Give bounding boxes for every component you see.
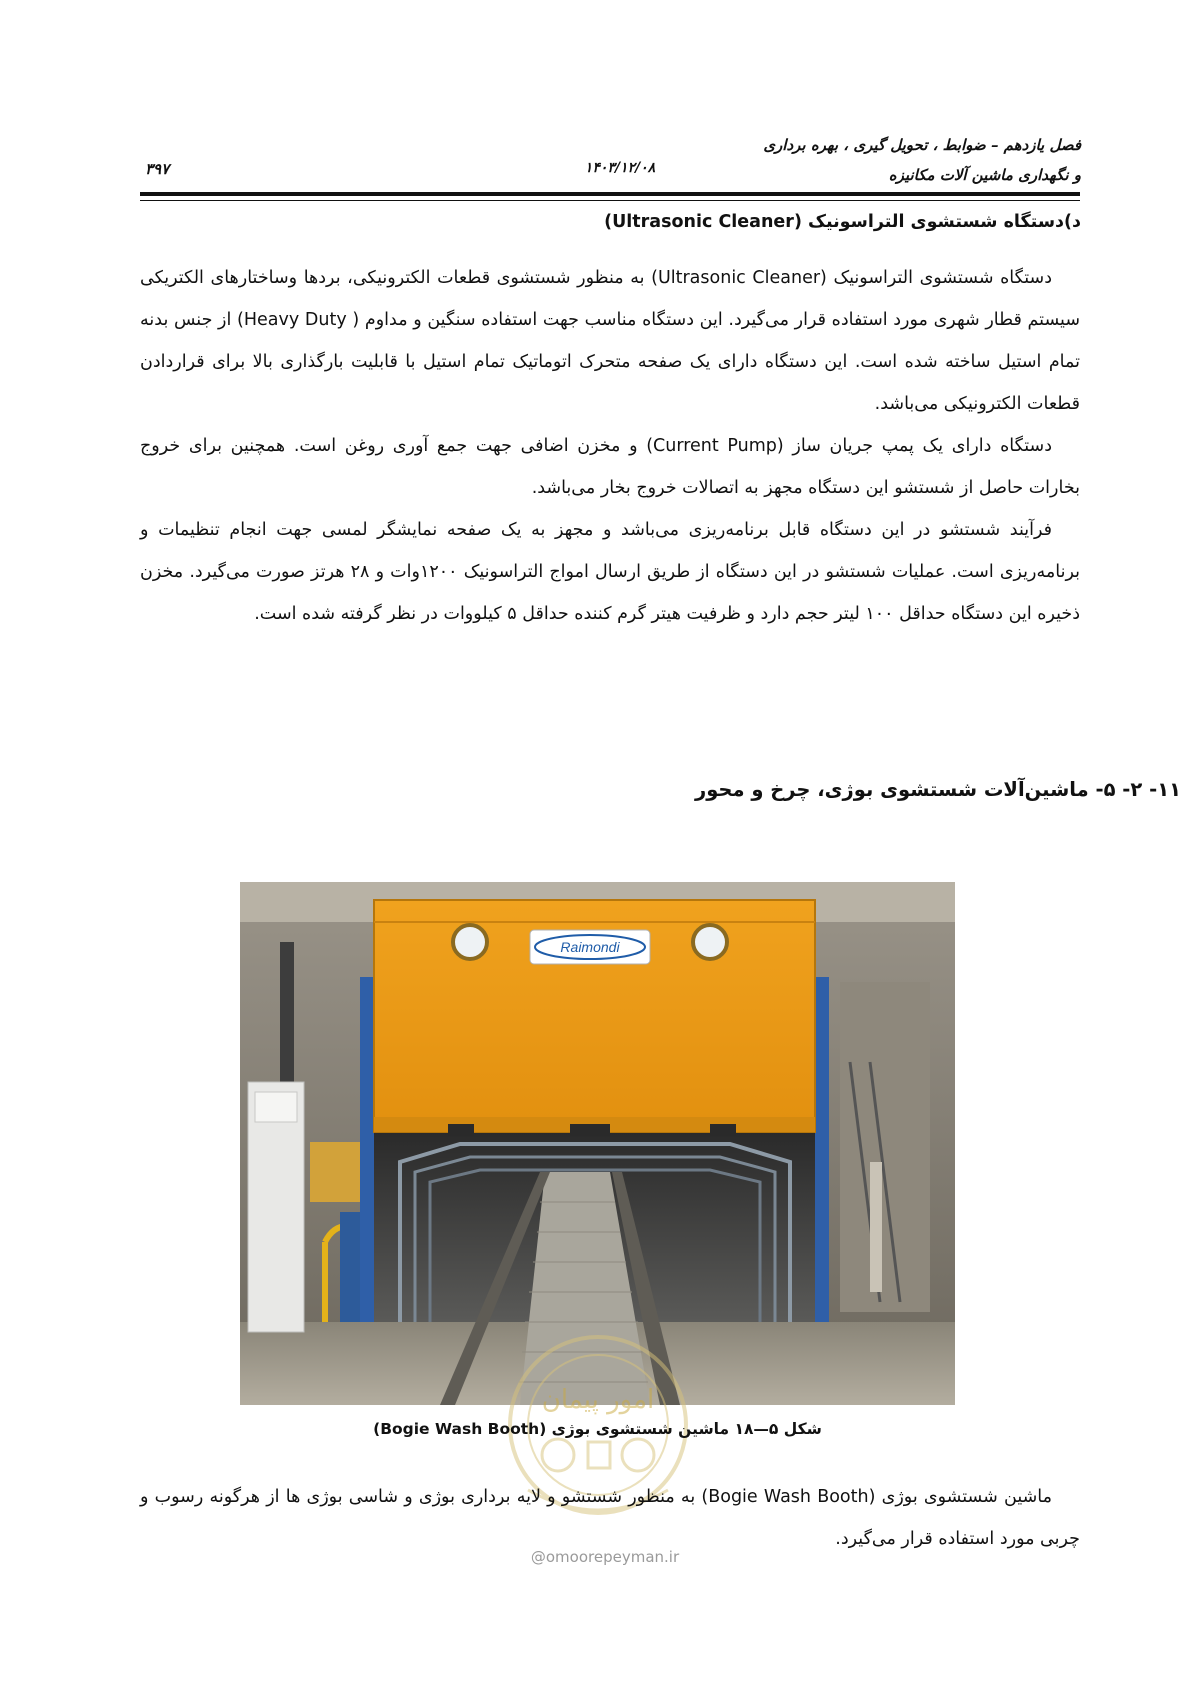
machine-brand-label: Raimondi (560, 939, 620, 955)
closing-paragraph: ماشین شستشوی بوژی (Bogie Wash Booth) به منظور شستشو و لایه برداری بوژی و شاسی بوژی ها از هرگونه رسوب و چربی مورد استفاده قرار می‌گیرد. (140, 1487, 1080, 1549)
page-number: ۳۹۷ (145, 160, 170, 178)
paragraph-3: فرآیند شستشو در این دستگاه قابل برنامه‌ریزی می‌باشد و مجهز به یک صفحه نمایشگر لمسی جهت انجام تنظیمات و برنامه‌ریزی است. عملیات شستشو در این دستگاه از طریق ارسال امواج التراسونیک ۱۲۰۰وات و ۲۸ هرتز صورت می‌گیرد. مخزن ذخیره این دستگاه حداقل ۱۰۰ لیتر حجم دارد و ظرفیت هیتر گرم کننده حداقل ۵ کیلووات در نظر گرفته شده است. (140, 520, 1080, 624)
figure-caption: شکل ۵—۱۸ ماشین شستشوی بوژی (Bogie Wash Booth) (373, 1420, 822, 1438)
photo-illustration (240, 882, 955, 1405)
paragraph-2: دستگاه دارای یک پمپ جریان ساز (Current Pump) و مخزن اضافی جهت جمع آوری روغن است. همچنین برای خروج بخارات حاصل از شستشو این دستگاه مجهز به اتصالات خروج بخار می‌باشد. (140, 436, 1080, 498)
chapter-title-line2: و نگهداری ماشین آلات مکانیزه (888, 166, 1081, 184)
chapter-title (763, 130, 1081, 190)
header-rule-thin (140, 200, 1080, 201)
watermark-url: @omoorepeyman.ir (530, 1548, 680, 1566)
header-rule-thick (140, 192, 1080, 196)
header-date: ۱۴۰۳/۱۲/۰۸ (584, 160, 656, 176)
paragraph-1: دستگاه شستشوی التراسونیک (Ultrasonic Cleaner) به منظور شستشوی قطعات الکترونیکی، بردها وساختارهای الکتریکی سیستم قطار شهری مورد استفاده قرار می‌گیرد. این دستگاه مناسب جهت استفاده سنگین و مداوم ( Heavy Duty) از جنس بدنه تمام استیل ساخته شده است. این دستگاه دارای یک صفحه متحرک اتوماتیک تمام استیل با قابلیت بارگذاری بالا برای قراردادن قطعات الکترونیکی می‌باشد. (140, 268, 1080, 414)
bogie-wash-booth-photo (240, 882, 955, 1405)
section-heading: ۱۱- ۲- ۵- ماشین‌آلات شستشوی بوژی، چرخ و محور (694, 778, 1181, 801)
chapter-title-line1: فصل یازدهم – ضوابط ، تحویل گیری ، بهره برداری (763, 136, 1081, 154)
subsection-body (140, 257, 1080, 635)
subsection-heading: د)دستگاه شستشوی التراسونیک (Ultrasonic Cleaner) (604, 212, 1081, 232)
watermark-text: امور پیمان (541, 1385, 655, 1415)
